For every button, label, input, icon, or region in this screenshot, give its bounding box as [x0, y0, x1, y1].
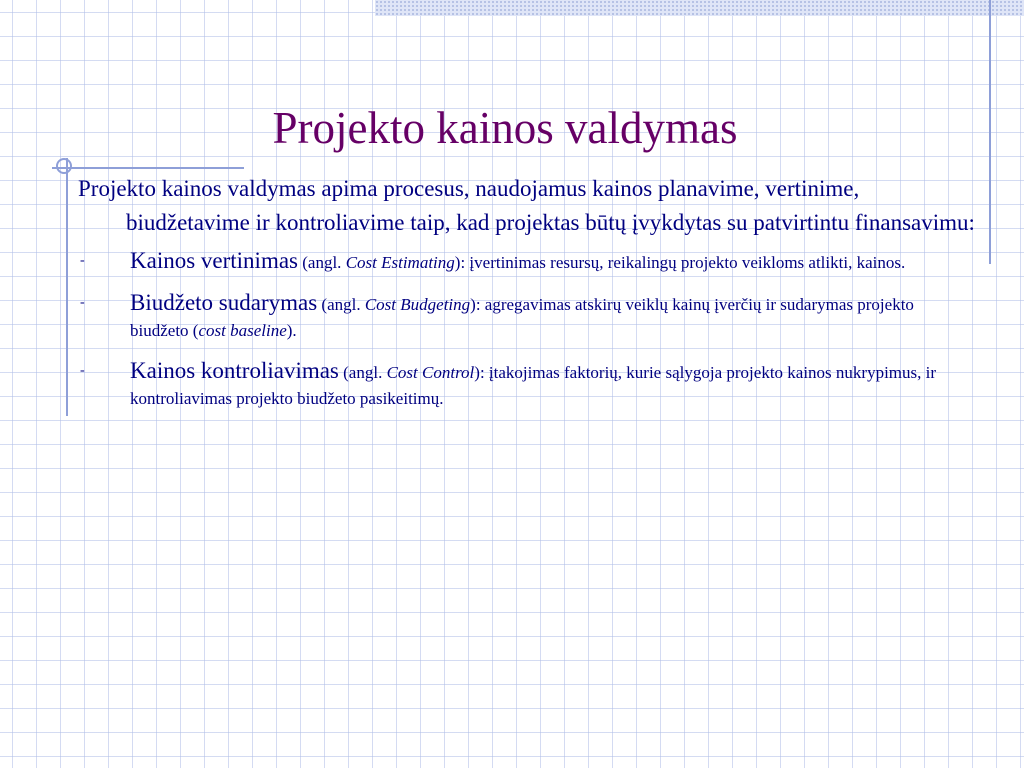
item-description: ): įtakojimas faktorių, kurie sąlygoja projekto kainos nukrypimus, ir kontroliavimas projekto biudžeto pasikeitimų.	[130, 363, 937, 408]
lead-paragraph: Projekto kainos valdymas apima procesus, naudojamus kainos planavime, vertinime, biudžetavime ir kontroliavime taip, kad projektas būtų įvykdytas su patvirtintu finansavimu:	[78, 176, 975, 235]
item-description-italic: cost baseline	[198, 321, 287, 340]
bullet-list	[78, 248, 978, 412]
dash-bullet-icon: -	[80, 363, 85, 378]
item-term: Biudžeto sudarymas	[130, 290, 318, 315]
item-term: Kainos kontroliavimas	[130, 358, 339, 383]
item-english-term: Cost Budgeting	[364, 295, 471, 314]
slide-body	[78, 172, 978, 426]
decorative-left-rule	[66, 158, 68, 416]
item-english-term: Cost Estimating	[345, 253, 455, 272]
decorative-top-band	[375, 0, 1024, 16]
item-description: ): agregavimas atskirų veiklų kainų įverčių ir sudarymas projekto biudžeto (	[130, 295, 914, 340]
dash-bullet-icon: -	[80, 295, 85, 310]
list-item	[78, 358, 964, 412]
item-description-end: ).	[286, 321, 297, 340]
item-description: ): įvertinimas resursų, reikalingų projekto veikloms atlikti, kainos.	[454, 253, 906, 272]
decorative-horizontal-rule	[52, 167, 244, 169]
item-angl: (angl.	[298, 253, 346, 272]
list-item	[78, 290, 964, 344]
item-english-term: Cost Control	[386, 363, 475, 382]
item-angl: (angl.	[338, 363, 387, 382]
item-term: Kainos vertinimas	[130, 248, 298, 273]
item-angl: (angl.	[317, 295, 365, 314]
list-item	[78, 248, 964, 276]
dash-bullet-icon: -	[80, 253, 85, 268]
slide-title: Projekto kainos valdymas	[272, 103, 738, 153]
decorative-ring-icon	[56, 158, 72, 174]
